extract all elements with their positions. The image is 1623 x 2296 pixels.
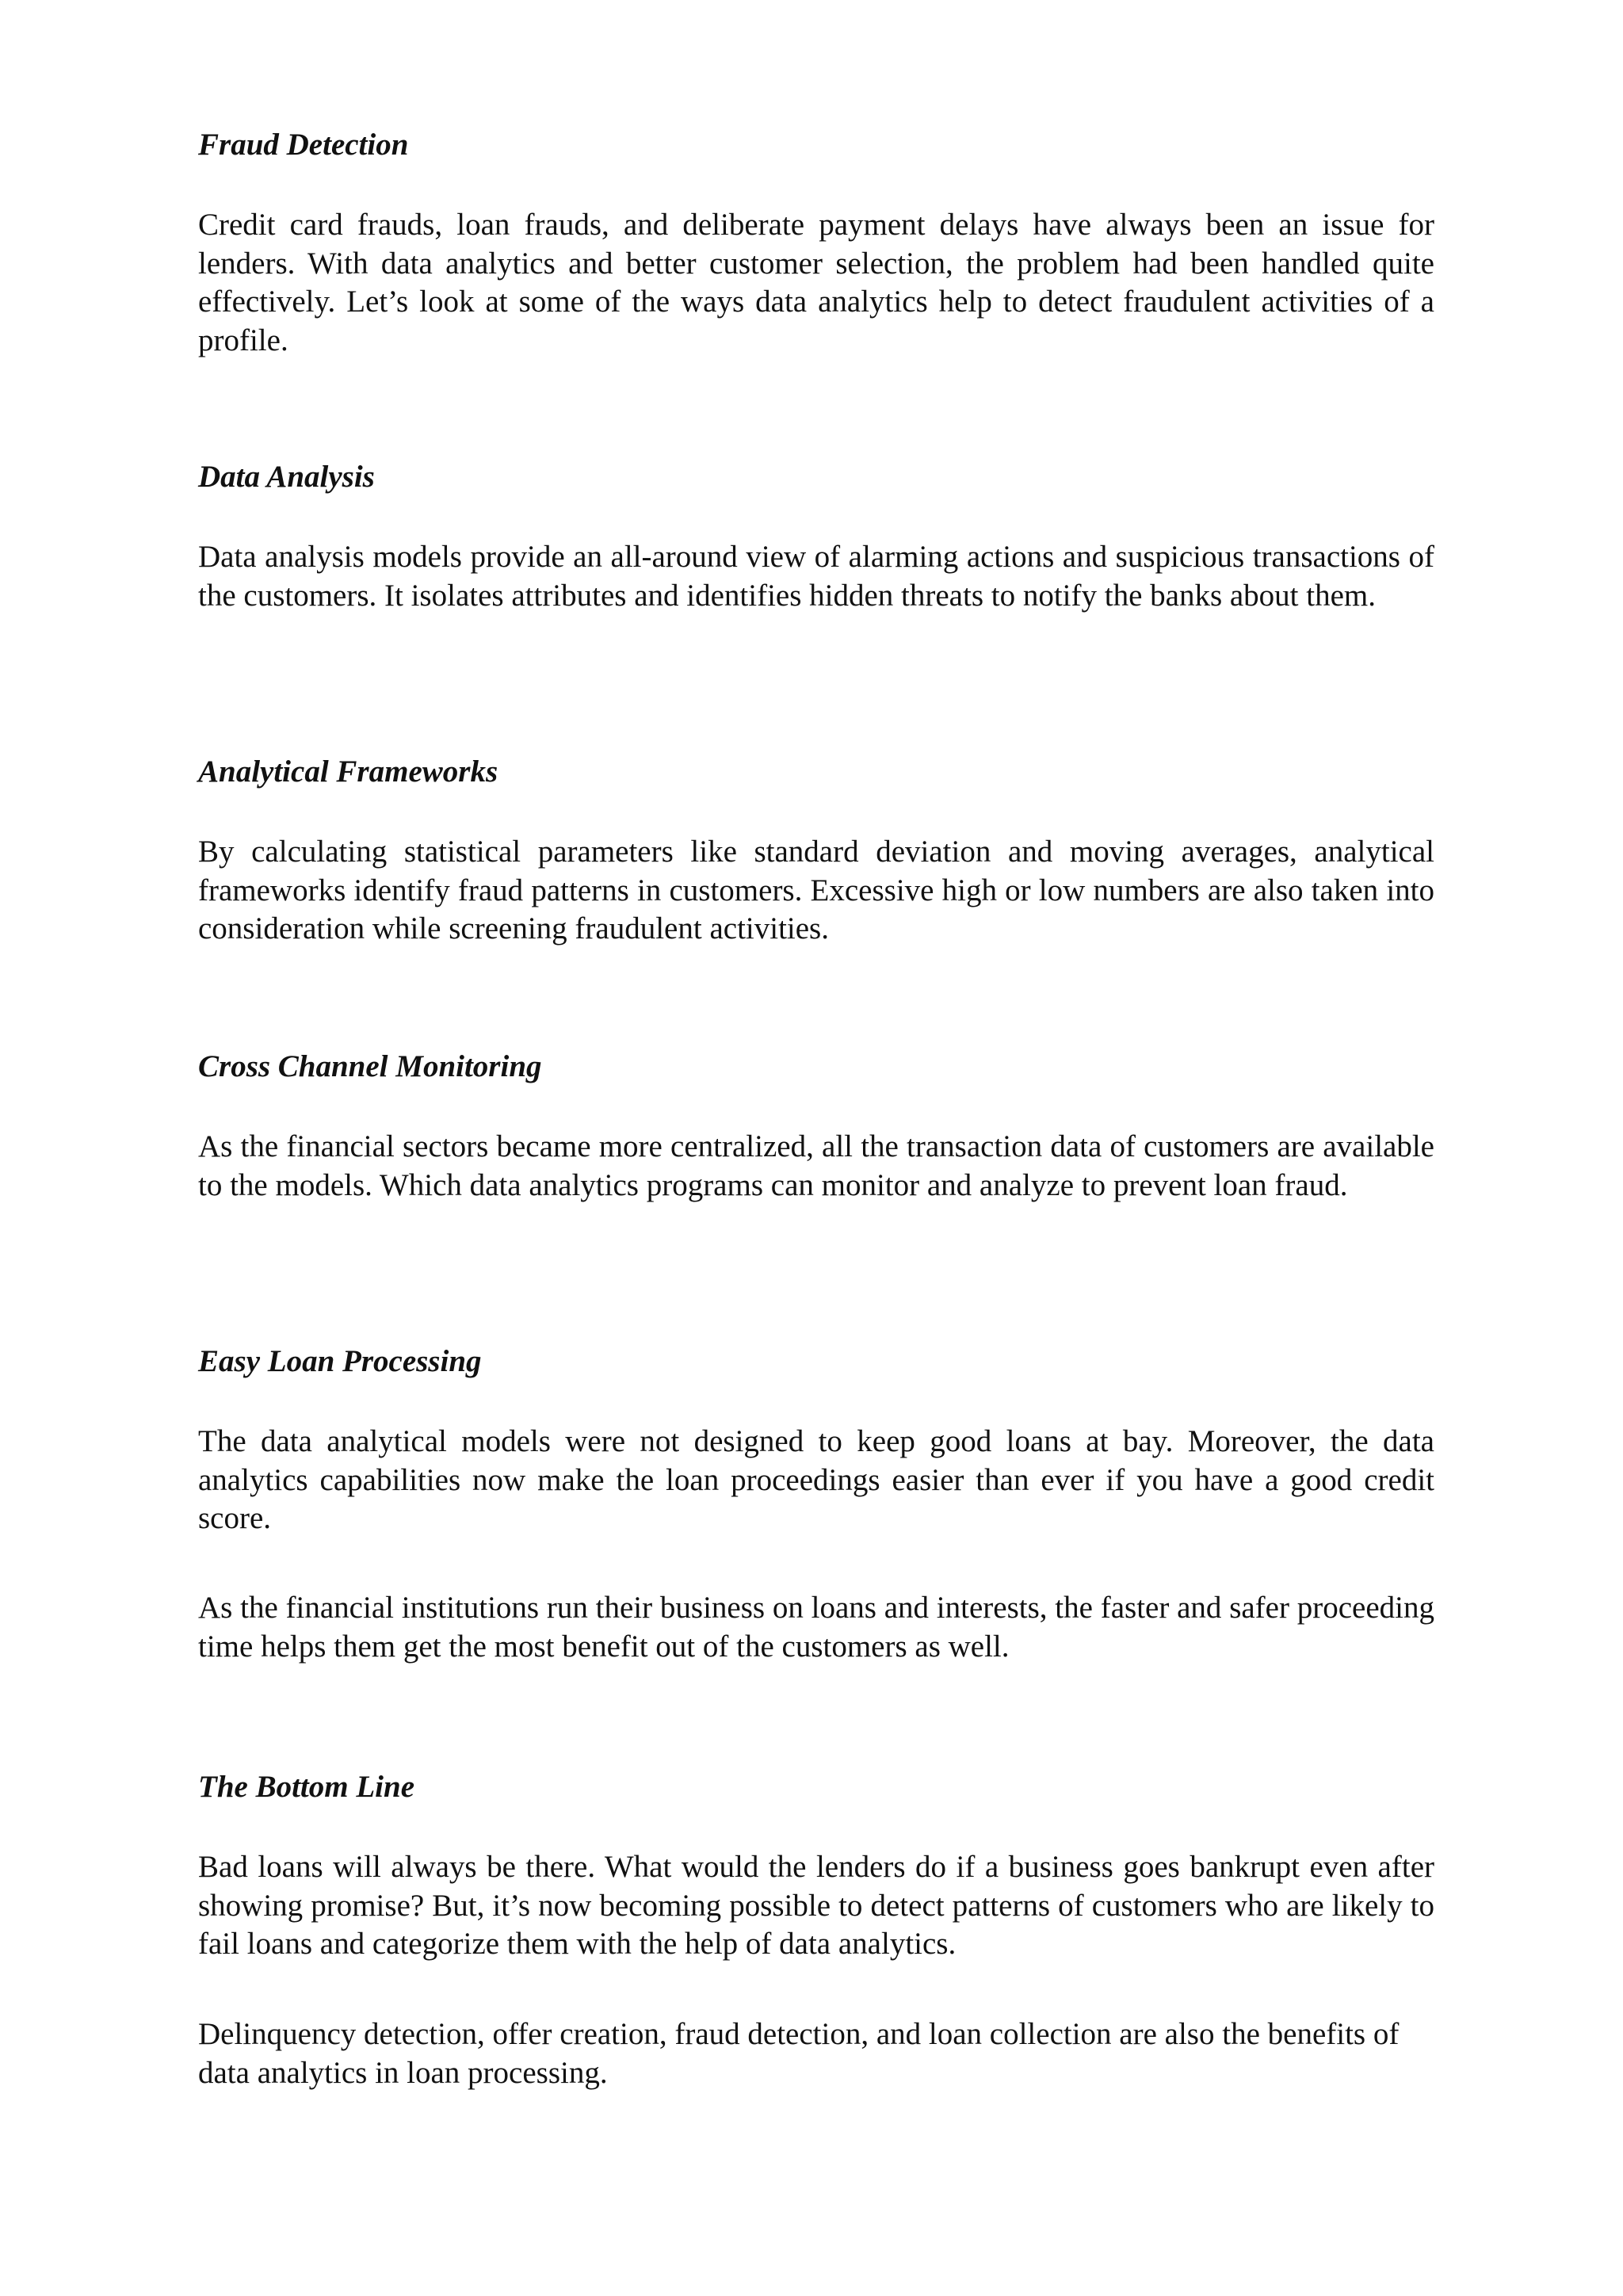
section-heading-the-bottom-line: The Bottom Line xyxy=(198,1770,414,1804)
section-heading-data-analysis: Data Analysis xyxy=(198,460,375,494)
section-paragraph: Credit card frauds, loan frauds, and deliberate payment delays have always been an issue for lenders. With data analytics and better customer selection, the problem had been handled quite effectively. Let’s look at some of the ways data analytics help to detect fraudulent activities of a profile. xyxy=(198,208,1434,357)
section-heading-cross-channel-monitoring: Cross Channel Monitoring xyxy=(198,1049,542,1083)
section-heading-easy-loan-processing: Easy Loan Processing xyxy=(198,1344,482,1378)
section-heading-analytical-frameworks: Analytical Frameworks xyxy=(198,755,498,789)
section-paragraph: Bad loans will always be there. What would the lenders do if a business goes bankrupt even after showing promise? But, it’s now becoming possible to detect patterns of customers who are likely to fail loans and categorize them with the help of data analytics. xyxy=(198,1850,1434,1961)
section-paragraph: Delinquency detection, offer creation, fraud detection, and loan collection are also the benefits of data analytics in loan processing. xyxy=(198,2017,1400,2090)
section-paragraph: By calculating statistical parameters like standard deviation and moving averages, analytical frameworks identify fraud patterns in customers. Excessive high or low numbers are also taken into consideration while screening fraudulent activities. xyxy=(198,835,1434,946)
section-paragraph: As the financial sectors became more centralized, all the transaction data of customers are available to the models. Which data analytics programs can monitor and analyze to prevent loan fraud. xyxy=(198,1129,1434,1202)
section-paragraph: As the financial institutions run their business on loans and interests, the faster and safer proceeding time helps them get the most benefit out of the customers as well. xyxy=(198,1591,1434,1664)
section-paragraph: Data analysis models provide an all-around view of alarming actions and suspicious transactions of the customers. It isolates attributes and identifies hidden threats to notify the banks about them. xyxy=(198,540,1434,613)
section-paragraph: The data analytical models were not designed to keep good loans at bay. Moreover, the data analytics capabilities now make the loan proceedings easier than ever if you have a good credit score. xyxy=(198,1424,1434,1535)
section-heading-fraud-detection: Fraud Detection xyxy=(198,128,409,162)
